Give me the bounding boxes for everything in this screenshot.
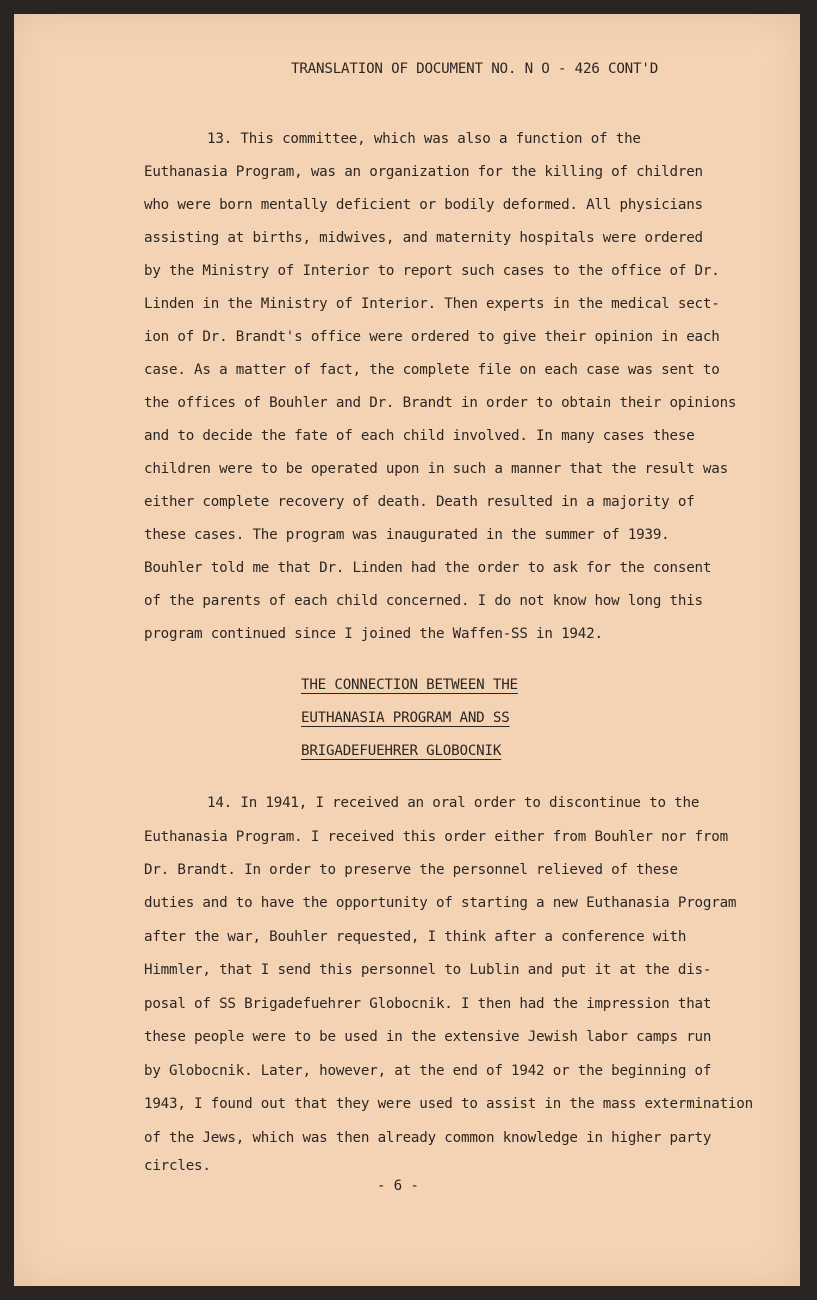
- paragraph-14-line: Dr. Brandt. In order to preserve the personnel relieved of these: [144, 862, 678, 878]
- paragraph-13-line: the offices of Bouhler and Dr. Brandt in order to obtain their opinions: [144, 395, 737, 411]
- paragraph-14-line: Euthanasia Program. I received this order either from Bouhler nor from: [144, 829, 728, 845]
- paragraph-14-line: duties and to have the opportunity of starting a new Euthanasia Program: [144, 895, 737, 911]
- paragraph-13-line: of the parents of each child concerned. I do not know how long this: [144, 593, 703, 609]
- paragraph-13-line: ion of Dr. Brandt's office were ordered to give their opinion in each: [144, 329, 720, 345]
- paragraph-14-line: 1943, I found out that they were used to assist in the mass extermination: [144, 1096, 753, 1112]
- paragraph-13-line: either complete recovery of death. Death resulted in a majority of: [144, 494, 695, 510]
- paragraph-14-line: 14. In 1941, I received an oral order to discontinue to the: [207, 795, 700, 811]
- paragraph-13-line: program continued since I joined the Waffen-SS in 1942.: [144, 626, 603, 642]
- paragraph-13-line: case. As a matter of fact, the complete file on each case was sent to: [144, 362, 720, 378]
- paragraph-14-line: after the war, Bouhler requested, I think after a conference with: [144, 929, 687, 945]
- paragraph-13-line: children were to be operated upon in such a manner that the result was: [144, 461, 728, 477]
- page-number: - 6 -: [377, 1178, 419, 1194]
- paragraph-13-line: Bouhler told me that Dr. Linden had the order to ask for the consent: [144, 560, 712, 576]
- paragraph-13-line: these cases. The program was inaugurated in the summer of 1939.: [144, 527, 670, 543]
- paragraph-13-line: assisting at births, midwives, and maternity hospitals were ordered: [144, 230, 703, 246]
- section-heading-line: THE CONNECTION BETWEEN THE: [301, 677, 518, 693]
- paragraph-14-line: these people were to be used in the extensive Jewish labor camps run: [144, 1029, 712, 1045]
- document-header: TRANSLATION OF DOCUMENT NO. N O - 426 CONT'D: [291, 61, 659, 77]
- paragraph-14-line: of the Jews, which was then already common knowledge in higher party: [144, 1130, 712, 1146]
- paragraph-13-line: Euthanasia Program, was an organization for the killing of children: [144, 164, 703, 180]
- paragraph-14-line: by Globocnik. Later, however, at the end of 1942 or the beginning of: [144, 1063, 712, 1079]
- paragraph-13-line: and to decide the fate of each child involved. In many cases these: [144, 428, 695, 444]
- document-page: [14, 14, 800, 1286]
- paragraph-14-line: Himmler, that I send this personnel to Lublin and put it at the dis-: [144, 962, 712, 978]
- paragraph-13-line: 13. This committee, which was also a function of the: [207, 131, 641, 147]
- paragraph-13-line: who were born mentally deficient or bodily deformed. All physicians: [144, 197, 703, 213]
- section-heading-line: EUTHANASIA PROGRAM AND SS: [301, 710, 510, 726]
- paragraph-14-line: circles.: [144, 1158, 211, 1174]
- paragraph-13-line: by the Ministry of Interior to report such cases to the office of Dr.: [144, 263, 720, 279]
- section-heading-line: BRIGADEFUEHRER GLOBOCNIK: [301, 743, 502, 759]
- paragraph-14-line: posal of SS Brigadefuehrer Globocnik. I then had the impression that: [144, 996, 712, 1012]
- paragraph-13-line: Linden in the Ministry of Interior. Then experts in the medical sect-: [144, 296, 720, 312]
